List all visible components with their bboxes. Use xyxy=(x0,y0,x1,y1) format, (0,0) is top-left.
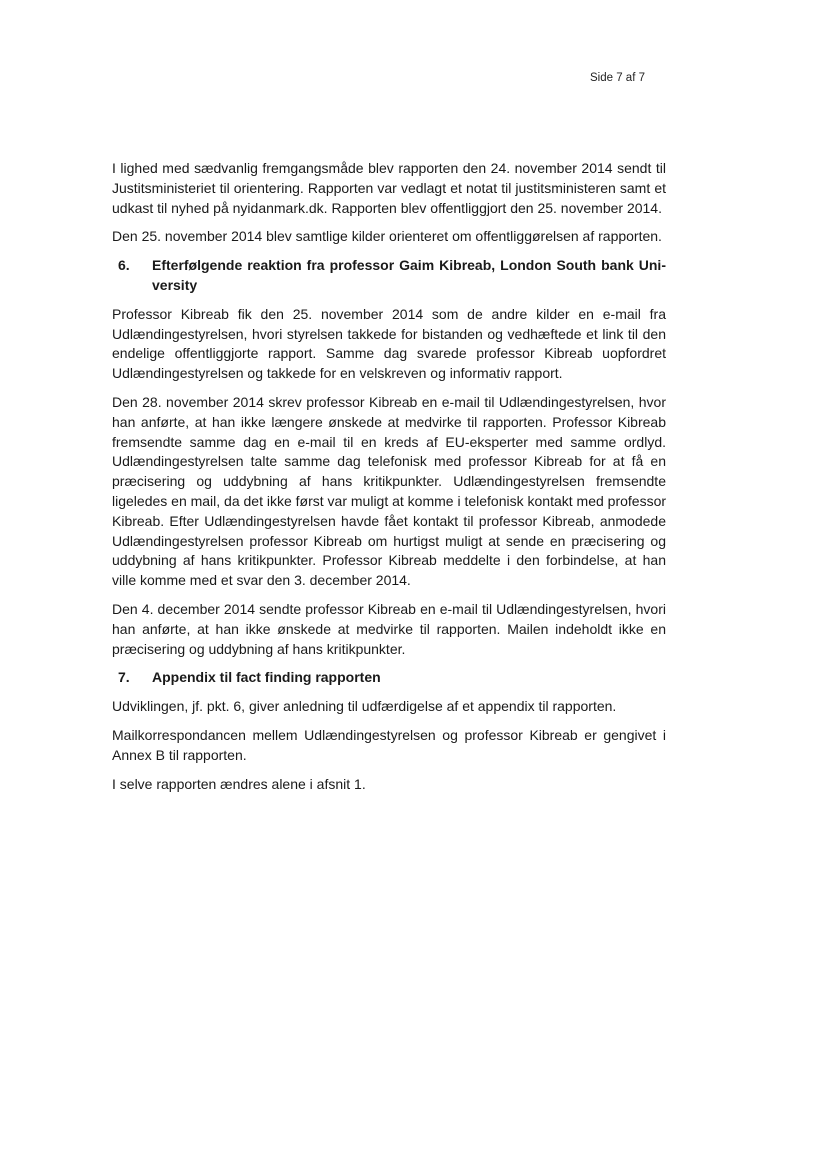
section-number-7: 7. xyxy=(118,669,130,686)
section-heading-7 xyxy=(112,668,666,688)
document-body xyxy=(112,159,666,803)
section-title-7: Appendix til fact finding rapporten xyxy=(152,669,381,686)
page-number: Side 7 af 7 xyxy=(590,72,645,84)
paragraph-kibreab-withdrawal: Den 28. november 2014 skrev professor Kibreab en e-mail til Udlændingestyrelsen, hvor han anførte, at han ikke længere ønskede at medvirke til rapporten. Professor Kibreab fremsendte samme dag en e-mail til en kreds af EU-eksperter med samme ordlyd. Udlændingestyrelsen talte samme dag telefonisk med professor Kibreab for at få en præcisering og uddybning af hans kritikpunkter. Udlændingestyrelsen fremsendte ligeledes en mail, da det ikke først var muligt at komme i telefonisk kontakt med professor Kibreab. Efter Udlændingestyrelsen havde fået kontakt til professor Kibreab, anmodede Udlændingestyrelsen professor Kibreab om hurtigst muligt at sende en præcisering og uddybning af hans kritikpunkter. Professor Kibreab meddelte i den forbindelse, at han ville komme med et svar den 3. december 2014. xyxy=(112,393,667,589)
paragraph-report-sent: I lighed med sædvanlig fremgangsmåde blev rapporten den 24. november 2014 sendt til Justitsministeriet til orientering. Rapporten var vedlagt et notat til justitsministeren samt et udkast til nyhed på nyidanmark.dk. Rapporten blev offentliggjort den 25. november 2014. xyxy=(112,160,666,216)
paragraph-sources-notified: Den 25. november 2014 blev samtlige kilder orienteret om offentliggørelsen af rapporten. xyxy=(112,228,662,245)
section-title-6: Efterfølgende reaktion fra professor Gaim Kibreab, London South bank University xyxy=(152,257,666,293)
paragraph-section-change: I selve rapporten ændres alene i afsnit 1. xyxy=(112,775,366,792)
paragraph-appendix: Udviklingen, jf. pkt. 6, giver anledning til udfærdigelse af et appendix til rapporten. xyxy=(112,698,617,715)
paragraph-kibreab-december: Den 4. december 2014 sendte professor Kibreab en e-mail til Udlændingestyrelsen, hvori han anførte, at han ikke ønskede at medvirke til rapporten. Mailen indeholdt ikke en præcisering og uddybning af hans kritikpunkter. xyxy=(112,600,666,657)
paragraph-mail-correspondence: Mailkorrespondancen mellem Udlændingestyrelsen og professor Kibreab er gengivet i Annex B til rapporten. xyxy=(112,726,666,763)
section-heading-6 xyxy=(112,256,666,296)
section-number-6: 6. xyxy=(118,257,130,274)
paragraph-kibreab-email: Professor Kibreab fik den 25. november 2014 som de andre kilder en e-mail fra Udlændingestyrelsen, hvori styrelsen takkede for bistanden og vedhæftede et link til den endelige offentliggjorte rapport. Samme dag svarede professor Kibreab uopfordret Udlændingestyrelsen og takkede for en velskreven og informativ rapport. xyxy=(112,305,666,382)
